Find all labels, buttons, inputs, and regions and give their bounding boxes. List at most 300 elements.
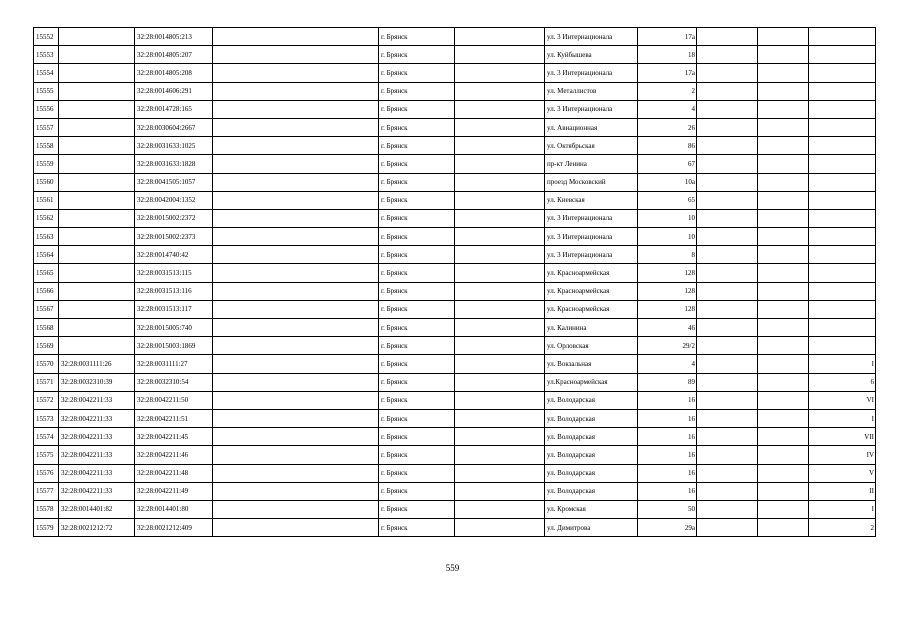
cell-house-number: 16: [638, 464, 697, 482]
cell-empty: [697, 519, 758, 537]
cell-record-number: 15573: [34, 409, 59, 427]
cell-empty: [455, 337, 545, 355]
cell-previous-cadastral-number: [59, 209, 135, 227]
cell-house-number: 10: [638, 228, 697, 246]
table-row: [34, 64, 876, 82]
table-row: [34, 282, 876, 300]
cell-empty: [455, 319, 545, 337]
cell-record-number: 15575: [34, 446, 59, 464]
cell-empty: [455, 100, 545, 118]
cell-cadastral-number: 32:28:0014805:213: [135, 28, 213, 46]
cell-empty: [758, 173, 809, 191]
cell-city: г. Брянск: [379, 428, 455, 446]
cell-record-number: 15576: [34, 464, 59, 482]
table-row: [34, 191, 876, 209]
cell-cadastral-number: 32:28:0042211:48: [135, 464, 213, 482]
cell-previous-cadastral-number: [59, 264, 135, 282]
cell-premises-number: [809, 118, 876, 136]
cell-previous-cadastral-number: [59, 337, 135, 355]
cell-record-number: 15561: [34, 191, 59, 209]
cell-empty: [697, 228, 758, 246]
cell-premises-number: 2: [809, 519, 876, 537]
cell-record-number: 15562: [34, 209, 59, 227]
cell-empty: [758, 319, 809, 337]
table-row: [34, 46, 876, 64]
cell-empty: [455, 246, 545, 264]
cell-house-number: 4: [638, 100, 697, 118]
cell-premises-number: [809, 28, 876, 46]
cell-empty: [455, 64, 545, 82]
cell-house-number: 16: [638, 482, 697, 500]
cell-street: проезд Московский: [545, 173, 638, 191]
cell-street: ул. 3 Интернационала: [545, 64, 638, 82]
cell-premises-number: [809, 155, 876, 173]
cell-street: ул. 3 Интернационала: [545, 228, 638, 246]
cell-cadastral-number: 32:28:0031633:1828: [135, 155, 213, 173]
cell-house-number: 2: [638, 82, 697, 100]
cell-city: г. Брянск: [379, 191, 455, 209]
cell-cadastral-number: 32:28:0015003:1869: [135, 337, 213, 355]
cell-record-number: 15579: [34, 519, 59, 537]
cell-empty: [758, 137, 809, 155]
cell-previous-cadastral-number: [59, 300, 135, 318]
cell-house-number: 10: [638, 209, 697, 227]
cell-empty: [697, 118, 758, 136]
table-row: [34, 228, 876, 246]
cell-record-number: 15568: [34, 319, 59, 337]
cell-empty: [213, 300, 379, 318]
cell-empty: [455, 264, 545, 282]
cell-house-number: 17а: [638, 28, 697, 46]
cell-empty: [213, 264, 379, 282]
cell-previous-cadastral-number: [59, 118, 135, 136]
cell-cadastral-number: 32:28:0031513:116: [135, 282, 213, 300]
cell-previous-cadastral-number: [59, 64, 135, 82]
cell-city: г. Брянск: [379, 228, 455, 246]
cell-street: ул. Калинина: [545, 319, 638, 337]
cell-empty: [213, 282, 379, 300]
cell-record-number: 15563: [34, 228, 59, 246]
registry-table-body: [34, 28, 876, 537]
cell-empty: [697, 428, 758, 446]
cell-premises-number: I: [809, 409, 876, 427]
cell-empty: [758, 282, 809, 300]
cell-premises-number: II: [809, 482, 876, 500]
cell-city: г. Брянск: [379, 137, 455, 155]
cell-empty: [758, 64, 809, 82]
cell-street: ул. Володарская: [545, 428, 638, 446]
cell-record-number: 15566: [34, 282, 59, 300]
cell-empty: [697, 100, 758, 118]
cell-empty: [758, 191, 809, 209]
cell-empty: [213, 446, 379, 464]
cell-city: г. Брянск: [379, 373, 455, 391]
cell-empty: [213, 482, 379, 500]
cell-cadastral-number: 32:28:0042211:49: [135, 482, 213, 500]
table-row: [34, 173, 876, 191]
cell-record-number: 15559: [34, 155, 59, 173]
cell-house-number: 29/2: [638, 337, 697, 355]
cell-empty: [697, 82, 758, 100]
cell-cadastral-number: 32:28:0031513:115: [135, 264, 213, 282]
cell-empty: [455, 282, 545, 300]
cell-empty: [213, 428, 379, 446]
cell-cadastral-number: 32:28:0031111:27: [135, 355, 213, 373]
cell-empty: [455, 173, 545, 191]
cell-empty: [697, 264, 758, 282]
cell-previous-cadastral-number: [59, 246, 135, 264]
cell-house-number: 50: [638, 500, 697, 518]
cell-city: г. Брянск: [379, 355, 455, 373]
cell-previous-cadastral-number: 32:28:0031111:26: [59, 355, 135, 373]
cell-empty: [697, 155, 758, 173]
cell-cadastral-number: 32:28:0042211:46: [135, 446, 213, 464]
cell-city: г. Брянск: [379, 46, 455, 64]
cell-empty: [213, 464, 379, 482]
cell-empty: [697, 409, 758, 427]
cell-previous-cadastral-number: 32:28:0042211:33: [59, 446, 135, 464]
cell-record-number: 15574: [34, 428, 59, 446]
cell-house-number: 16: [638, 428, 697, 446]
table-row: [34, 373, 876, 391]
cell-empty: [455, 482, 545, 500]
cell-cadastral-number: 32:28:0031513:117: [135, 300, 213, 318]
table-row: [34, 155, 876, 173]
cell-cadastral-number: 32:28:0032310:54: [135, 373, 213, 391]
cell-empty: [213, 337, 379, 355]
table-row: [34, 246, 876, 264]
cell-empty: [758, 82, 809, 100]
cell-previous-cadastral-number: [59, 28, 135, 46]
cell-record-number: 15572: [34, 391, 59, 409]
cell-empty: [213, 173, 379, 191]
table-row: [34, 446, 876, 464]
cell-empty: [455, 28, 545, 46]
cell-record-number: 15565: [34, 264, 59, 282]
cell-empty: [455, 373, 545, 391]
cell-empty: [758, 100, 809, 118]
table-row: [34, 82, 876, 100]
cell-record-number: 15571: [34, 373, 59, 391]
cell-empty: [213, 391, 379, 409]
cell-street: ул. Киевская: [545, 191, 638, 209]
cell-city: г. Брянск: [379, 28, 455, 46]
cell-house-number: 16: [638, 446, 697, 464]
cell-cadastral-number: 32:28:0042211:45: [135, 428, 213, 446]
cell-house-number: 10а: [638, 173, 697, 191]
cell-house-number: 29а: [638, 519, 697, 537]
cell-empty: [697, 64, 758, 82]
cell-street: ул. Володарская: [545, 482, 638, 500]
cell-city: г. Брянск: [379, 64, 455, 82]
cell-street: пр-кт Ленина: [545, 155, 638, 173]
cell-empty: [758, 155, 809, 173]
cell-previous-cadastral-number: [59, 100, 135, 118]
cell-premises-number: [809, 282, 876, 300]
cell-empty: [758, 228, 809, 246]
cell-previous-cadastral-number: 32:28:0021212:72: [59, 519, 135, 537]
cell-record-number: 15560: [34, 173, 59, 191]
table-row: [34, 482, 876, 500]
cell-cadastral-number: 32:28:0030604:2667: [135, 118, 213, 136]
cell-previous-cadastral-number: [59, 82, 135, 100]
table-row: [34, 137, 876, 155]
cell-previous-cadastral-number: [59, 155, 135, 173]
cell-empty: [213, 209, 379, 227]
cell-previous-cadastral-number: 32:28:0042211:33: [59, 391, 135, 409]
cell-house-number: 18: [638, 46, 697, 64]
cell-street: ул. Володарская: [545, 409, 638, 427]
table-row: [34, 355, 876, 373]
cell-record-number: 15577: [34, 482, 59, 500]
cell-city: г. Брянск: [379, 173, 455, 191]
cell-cadastral-number: 32:28:0014606:291: [135, 82, 213, 100]
cell-street: ул. Вокзальная: [545, 355, 638, 373]
cell-cadastral-number: 32:28:0014728:165: [135, 100, 213, 118]
cell-premises-number: [809, 173, 876, 191]
cell-empty: [758, 355, 809, 373]
cell-premises-number: I: [809, 355, 876, 373]
cell-city: г. Брянск: [379, 319, 455, 337]
cell-empty: [213, 409, 379, 427]
cell-city: г. Брянск: [379, 100, 455, 118]
cell-empty: [455, 46, 545, 64]
cell-record-number: 15555: [34, 82, 59, 100]
cell-empty: [213, 137, 379, 155]
cell-empty: [697, 446, 758, 464]
cell-empty: [697, 355, 758, 373]
cell-empty: [455, 228, 545, 246]
cell-empty: [758, 46, 809, 64]
cell-city: г. Брянск: [379, 209, 455, 227]
cell-house-number: 128: [638, 282, 697, 300]
cell-empty: [758, 28, 809, 46]
cell-record-number: 15554: [34, 64, 59, 82]
cell-cadastral-number: 32:28:0021212:409: [135, 519, 213, 537]
cell-empty: [697, 246, 758, 264]
cell-house-number: 128: [638, 264, 697, 282]
cell-previous-cadastral-number: 32:28:0042211:33: [59, 409, 135, 427]
cell-city: г. Брянск: [379, 409, 455, 427]
cell-empty: [213, 246, 379, 264]
cell-city: г. Брянск: [379, 246, 455, 264]
cell-empty: [213, 46, 379, 64]
cell-city: г. Брянск: [379, 118, 455, 136]
cell-empty: [697, 46, 758, 64]
cell-house-number: 4: [638, 355, 697, 373]
cell-empty: [697, 319, 758, 337]
cell-cadastral-number: 32:28:0042004:1352: [135, 191, 213, 209]
cell-cadastral-number: 32:28:0014740:42: [135, 246, 213, 264]
cell-empty: [697, 209, 758, 227]
cell-empty: [455, 446, 545, 464]
cell-premises-number: [809, 300, 876, 318]
cell-empty: [213, 100, 379, 118]
cell-street: ул. Красноармейская: [545, 264, 638, 282]
cell-empty: [697, 28, 758, 46]
table-row: [34, 409, 876, 427]
cell-premises-number: [809, 209, 876, 227]
cell-empty: [758, 391, 809, 409]
cell-empty: [758, 246, 809, 264]
cell-previous-cadastral-number: 32:28:0014401:82: [59, 500, 135, 518]
cell-empty: [758, 446, 809, 464]
cell-street: ул. 3 Интернационала: [545, 100, 638, 118]
cell-previous-cadastral-number: [59, 319, 135, 337]
cell-empty: [697, 337, 758, 355]
cell-street: ул. Володарская: [545, 464, 638, 482]
cell-previous-cadastral-number: [59, 282, 135, 300]
cell-empty: [455, 191, 545, 209]
cell-record-number: 15564: [34, 246, 59, 264]
table-row: [34, 428, 876, 446]
cell-empty: [213, 64, 379, 82]
cell-previous-cadastral-number: [59, 191, 135, 209]
cell-street: ул. Кромская: [545, 500, 638, 518]
cell-record-number: 15578: [34, 500, 59, 518]
cell-city: г. Брянск: [379, 446, 455, 464]
cell-house-number: 26: [638, 118, 697, 136]
cell-cadastral-number: 32:28:0015002:2372: [135, 209, 213, 227]
cell-empty: [213, 500, 379, 518]
cell-record-number: 15557: [34, 118, 59, 136]
cell-empty: [213, 373, 379, 391]
cell-record-number: 15570: [34, 355, 59, 373]
cell-previous-cadastral-number: 32:28:0042211:33: [59, 464, 135, 482]
cell-street: ул. 3 Интернационала: [545, 246, 638, 264]
cell-empty: [213, 82, 379, 100]
cell-cadastral-number: 32:28:0014805:208: [135, 64, 213, 82]
cell-empty: [455, 118, 545, 136]
property-registry-table: [33, 27, 876, 537]
cell-house-number: 46: [638, 319, 697, 337]
cell-premises-number: [809, 46, 876, 64]
cell-cadastral-number: 32:28:0014805:207: [135, 46, 213, 64]
cell-previous-cadastral-number: 32:28:0042211:33: [59, 428, 135, 446]
table-row: [34, 118, 876, 136]
page-number: 559: [445, 563, 460, 573]
cell-city: г. Брянск: [379, 155, 455, 173]
cell-record-number: 15567: [34, 300, 59, 318]
cell-city: г. Брянск: [379, 391, 455, 409]
cell-house-number: 128: [638, 300, 697, 318]
table-row: [34, 391, 876, 409]
cell-empty: [697, 137, 758, 155]
cell-empty: [758, 118, 809, 136]
cell-city: г. Брянск: [379, 519, 455, 537]
cell-street: ул. Авиационная: [545, 118, 638, 136]
cell-empty: [213, 228, 379, 246]
cell-previous-cadastral-number: [59, 173, 135, 191]
cell-premises-number: VI: [809, 391, 876, 409]
cell-house-number: 86: [638, 137, 697, 155]
cell-empty: [455, 519, 545, 537]
cell-premises-number: [809, 319, 876, 337]
cell-record-number: 15558: [34, 137, 59, 155]
table-row: [34, 300, 876, 318]
cell-previous-cadastral-number: 32:28:0032310:39: [59, 373, 135, 391]
cell-house-number: 16: [638, 409, 697, 427]
cell-city: г. Брянск: [379, 264, 455, 282]
table-row: [34, 500, 876, 518]
cell-empty: [213, 155, 379, 173]
cell-street: ул. Володарская: [545, 391, 638, 409]
cell-cadastral-number: 32:28:0015002:2373: [135, 228, 213, 246]
cell-street: ул. 3 Интернационала: [545, 209, 638, 227]
cell-empty: [758, 300, 809, 318]
cell-empty: [697, 464, 758, 482]
cell-city: г. Брянск: [379, 500, 455, 518]
cell-empty: [213, 28, 379, 46]
cell-empty: [758, 264, 809, 282]
cell-city: г. Брянск: [379, 282, 455, 300]
cell-street: ул. Металлистов: [545, 82, 638, 100]
table-row: [34, 464, 876, 482]
cell-empty: [758, 482, 809, 500]
cell-empty: [758, 209, 809, 227]
cell-empty: [697, 391, 758, 409]
cell-empty: [697, 300, 758, 318]
cell-empty: [697, 373, 758, 391]
cell-empty: [758, 337, 809, 355]
cell-empty: [758, 409, 809, 427]
cell-cadastral-number: 32:28:0041505:1057: [135, 173, 213, 191]
cell-street: ул. Красноармейская: [545, 282, 638, 300]
cell-premises-number: I: [809, 500, 876, 518]
cell-record-number: 15569: [34, 337, 59, 355]
cell-empty: [455, 300, 545, 318]
cell-premises-number: V: [809, 464, 876, 482]
cell-cadastral-number: 32:28:0042211:51: [135, 409, 213, 427]
table-row: [34, 519, 876, 537]
cell-empty: [455, 155, 545, 173]
cell-street: ул.Красноармейская: [545, 373, 638, 391]
cell-previous-cadastral-number: [59, 137, 135, 155]
cell-city: г. Брянск: [379, 300, 455, 318]
cell-empty: [455, 409, 545, 427]
cell-premises-number: [809, 64, 876, 82]
cell-premises-number: [809, 191, 876, 209]
cell-street: ул. Октябрьская: [545, 137, 638, 155]
cell-empty: [758, 373, 809, 391]
cell-street: ул. Димитрова: [545, 519, 638, 537]
cell-premises-number: [809, 82, 876, 100]
cell-premises-number: [809, 100, 876, 118]
cell-city: г. Брянск: [379, 482, 455, 500]
cell-empty: [758, 519, 809, 537]
cell-house-number: 67: [638, 155, 697, 173]
cell-street: ул. Куйбышева: [545, 46, 638, 64]
cell-empty: [213, 519, 379, 537]
cell-empty: [758, 500, 809, 518]
cell-city: г. Брянск: [379, 82, 455, 100]
table-row: [34, 319, 876, 337]
cell-premises-number: [809, 246, 876, 264]
cell-house-number: 17а: [638, 64, 697, 82]
cell-empty: [213, 191, 379, 209]
cell-premises-number: VII: [809, 428, 876, 446]
cell-premises-number: [809, 228, 876, 246]
cell-house-number: 65: [638, 191, 697, 209]
cell-empty: [455, 464, 545, 482]
cell-empty: [697, 173, 758, 191]
cell-empty: [213, 355, 379, 373]
table-row: [34, 337, 876, 355]
cell-empty: [758, 428, 809, 446]
cell-empty: [455, 355, 545, 373]
cell-street: ул. Красноармейская: [545, 300, 638, 318]
cell-empty: [455, 209, 545, 227]
